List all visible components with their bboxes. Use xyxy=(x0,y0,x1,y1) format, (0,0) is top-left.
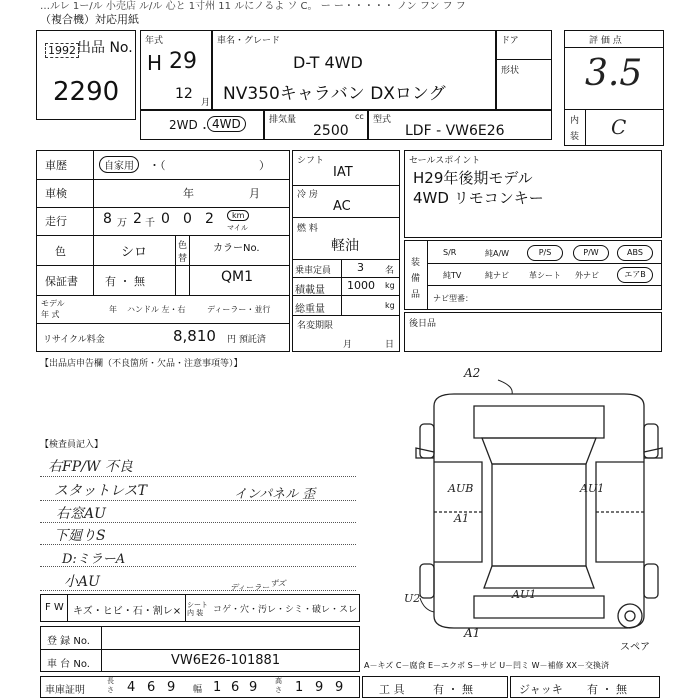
tire-rear-left xyxy=(420,564,434,598)
displacement-box xyxy=(264,110,368,140)
fuel-label: 燃 料 xyxy=(297,224,318,234)
height-d1: 1 xyxy=(295,680,304,695)
model-year-unit: 年 xyxy=(109,305,117,314)
shaken-label: 車検 xyxy=(45,187,67,200)
mark-a2: A2 xyxy=(464,366,481,380)
lot-number: 2290 xyxy=(53,77,120,107)
spare-tire xyxy=(618,604,642,628)
mileage-mile: マイル xyxy=(227,224,248,232)
lot-sub-no: 1992 xyxy=(45,43,79,58)
year-value: 29 xyxy=(169,49,197,74)
dims-box xyxy=(40,676,360,698)
windshield xyxy=(482,438,596,464)
name-change-month: 月 xyxy=(343,340,353,350)
color-label: 色 xyxy=(55,245,66,258)
mark-u2: U2 xyxy=(404,592,421,605)
mileage-sen: 千 xyxy=(145,218,155,229)
history-private: 自家用 xyxy=(99,156,139,173)
name-change-label: 名変期限 xyxy=(297,321,334,331)
height-d2: 9 xyxy=(315,680,324,695)
length-d3: 9 xyxy=(167,680,176,695)
warranty-label: 保証書 xyxy=(45,275,78,288)
tire-rear-right xyxy=(644,564,658,598)
displacement-label: 排気量 xyxy=(269,115,297,125)
color-change-1: 色 xyxy=(178,241,188,251)
seat-items: コゲ・穴・汚レ・シミ・破レ・スレ xyxy=(213,605,358,615)
sales-point-box xyxy=(404,150,662,238)
capacity-value: 3 xyxy=(357,261,364,274)
recycle-label: リサイクル料金 xyxy=(43,335,105,345)
seat-top-note: ディーラー xyxy=(230,583,270,592)
car-body-outline xyxy=(434,394,644,628)
interior-label-1: 内 xyxy=(570,116,580,126)
year-box xyxy=(140,30,212,110)
fw-label: F W xyxy=(45,602,64,613)
door-label: ドア xyxy=(501,36,519,46)
inspector-label: 【検査員記入】 xyxy=(40,440,104,450)
load-value: 1000 xyxy=(347,279,375,292)
door-box xyxy=(496,30,552,110)
width-d2: 6 xyxy=(231,680,240,695)
shift-label: シフト xyxy=(297,156,325,166)
width-d1: 1 xyxy=(213,680,222,695)
equip-pure-navi: 純ナビ xyxy=(485,271,509,280)
tire-front-left xyxy=(420,424,434,458)
recycle-amount: 8,810 xyxy=(173,327,216,345)
year-month: 12 xyxy=(175,86,193,102)
chassis-value: VW6E26-101881 xyxy=(171,653,281,668)
model-box xyxy=(368,110,552,140)
shaken-year-unit: 年 xyxy=(183,187,194,200)
interior-label-2: 装 xyxy=(570,132,580,142)
car-grade: D-T 4WD xyxy=(293,53,363,72)
sales-point-label: セールスポイント xyxy=(409,156,481,166)
height-d3: 9 xyxy=(335,680,344,695)
equipment-box xyxy=(404,240,662,310)
year-era: H xyxy=(147,51,163,75)
equip-pure-tv: 純TV xyxy=(443,271,462,280)
score-value: 3.5 xyxy=(585,53,643,94)
inspector-note-3: 右窓AU xyxy=(56,506,106,522)
width-label: 幅 xyxy=(193,685,203,695)
equip-label-2: 備 xyxy=(411,274,421,284)
registration-box xyxy=(40,626,360,672)
mileage-man: 万 xyxy=(117,218,127,229)
mileage-d4: 0 xyxy=(183,211,192,227)
damage-legend: A－キズ C－腐食 E－エクボ S－サビ U－凹ミ W－補修 XX－交換済 xyxy=(364,661,610,670)
rear-bumper xyxy=(474,596,604,618)
seat-label: シート内 装 xyxy=(187,601,208,617)
inspector-note-1: 右FP/W 不良 xyxy=(48,459,133,475)
displacement-unit: cc xyxy=(355,112,364,121)
car-box xyxy=(212,30,496,110)
car-diagram xyxy=(394,366,684,656)
tools-value: 有 ・ 無 xyxy=(433,683,473,696)
equip-s-r: S/R xyxy=(443,248,457,257)
chassis-label: 車 台 No. xyxy=(47,659,90,670)
equip-ps: P/S xyxy=(527,245,563,261)
mark-au1-right: AU1 xyxy=(580,482,605,495)
ac-value: AC xyxy=(333,199,351,214)
spec-table xyxy=(292,150,400,352)
fw-items: キズ・ヒビ・石・割レ× xyxy=(73,606,182,617)
rear-window xyxy=(484,566,594,588)
inspector-note-5: D:ミラーA xyxy=(62,552,126,567)
load-label: 積載量 xyxy=(295,285,325,296)
shaken-month-unit: 月 xyxy=(249,187,260,200)
equip-nav-label: ナビ型番： xyxy=(433,294,473,303)
length-label: 長さ xyxy=(107,677,114,694)
gross-label: 総重量 xyxy=(295,304,325,315)
warranty-value: 有 ・ 無 xyxy=(105,275,145,288)
reg-label: 登 録 No. xyxy=(47,636,90,647)
mark-u2-pointer xyxy=(420,598,434,612)
fuel-value: 軽油 xyxy=(331,238,359,254)
condition-row xyxy=(40,594,360,622)
cert-label: 車庫証明 xyxy=(45,685,85,696)
lot-box xyxy=(36,30,136,120)
length-d2: 6 xyxy=(147,680,156,695)
spare-tire-hub xyxy=(625,611,635,621)
year-label: 年式 xyxy=(145,36,164,46)
mirror-left xyxy=(416,448,434,458)
mark-a2-pointer xyxy=(498,380,512,394)
mileage-d5: 2 xyxy=(205,211,214,227)
capacity-label: 乗車定員 xyxy=(295,266,332,276)
height-label: 高さ xyxy=(275,677,282,694)
mileage-d3: 0 xyxy=(161,211,170,227)
tire-front-right xyxy=(644,424,658,458)
mark-au1-rear: AU1 xyxy=(512,588,537,601)
jack-value: 有 ・ 無 xyxy=(587,683,627,696)
car-name-label: 車名・グレード xyxy=(217,36,281,46)
mark-aub: AUB xyxy=(448,482,474,495)
drive-box xyxy=(140,110,264,140)
name-change-day: 日 xyxy=(385,340,395,350)
mileage-label: 走行 xyxy=(45,215,67,228)
mileage-d1: 8 xyxy=(103,211,112,227)
color-code-label: カラーNo. xyxy=(213,243,260,254)
shift-value: IAT xyxy=(333,165,353,180)
capacity-unit: 名 xyxy=(385,266,395,276)
year-month-unit: 月 xyxy=(201,98,211,108)
interior-value: C xyxy=(611,115,627,139)
inspector-side-note: インパネル 歪 xyxy=(234,487,316,502)
mirror-right xyxy=(644,448,662,458)
equip-label-1: 装 xyxy=(411,258,421,268)
load-unit: kg xyxy=(385,281,395,290)
model-year-label-1: モデル xyxy=(41,299,65,308)
four-wd: 4WD xyxy=(207,116,246,132)
declaration-label: 【出品店申告欄（不良箇所・欠品・注意事項等）】 xyxy=(40,359,243,369)
mark-a1-bottom: A1 xyxy=(464,626,481,640)
info-table xyxy=(36,150,290,352)
recycle-unit: 円 預託済 xyxy=(227,335,266,345)
spare-label: スペア xyxy=(620,642,650,653)
doc-type: （複合機）対応用紙 xyxy=(40,13,139,26)
displacement-value: 2500 xyxy=(313,123,349,139)
inspector-note-6: 小AU xyxy=(64,574,100,590)
two-wd: 2WD xyxy=(169,118,198,132)
later-box xyxy=(404,312,662,352)
equip-airbag: エアB xyxy=(617,267,653,283)
gross-unit: kg xyxy=(385,301,395,310)
history-dots: ・（ xyxy=(149,159,166,172)
width-d3: 9 xyxy=(249,680,258,695)
mileage-km: km xyxy=(227,210,249,221)
front-bumper xyxy=(474,406,604,438)
color-change-2: 替 xyxy=(178,254,188,264)
score-box xyxy=(564,30,664,146)
sales-point-line2: 4WD リモコンキー xyxy=(413,189,544,207)
score-label: 評 価 点 xyxy=(589,36,622,46)
mark-a1-side: A1 xyxy=(454,512,469,525)
jack-label: ジャッキ xyxy=(519,683,563,696)
color-code: QM1 xyxy=(221,269,254,285)
color-value: シロ xyxy=(121,245,148,260)
length-d1: 4 xyxy=(127,680,136,695)
equip-label-3: 品 xyxy=(411,290,421,300)
roof xyxy=(492,464,586,566)
tools-label: 工 具 xyxy=(379,683,405,696)
equip-pure-aw: 純A/W xyxy=(485,249,510,258)
model-year-label-2: 年 式 xyxy=(41,310,60,319)
car-name: NV350キャラバン DXロング xyxy=(223,84,446,104)
jack-box xyxy=(510,676,660,698)
inspector-note-2: スタットレスT xyxy=(54,483,147,499)
equip-ext-navi: 外ナビ xyxy=(575,271,599,280)
shape-label: 形状 xyxy=(501,66,520,76)
model-label: 型式 xyxy=(373,115,392,125)
tools-box xyxy=(362,676,508,698)
top-line: …ルレ 1ー/ル 小売店 ル/ル 心と 1寸州 11 ルにノるよ ソ C。 ー ー・・・・・ ノン フン フ フ xyxy=(40,1,466,12)
history-close: ） xyxy=(259,159,270,172)
drive-dot: ・ xyxy=(199,122,210,135)
history-label: 車歴 xyxy=(45,159,67,172)
sales-point-line1: H29年後期モデル xyxy=(413,169,533,187)
inspector-note-4: 下廻りS xyxy=(54,528,106,544)
later-label: 後日品 xyxy=(409,319,437,329)
equip-pw: P/W xyxy=(573,245,609,261)
seat-tiny-note: ずズ xyxy=(270,579,286,588)
handle: ハンドル 左・右 xyxy=(127,305,186,314)
lot-label: 出品 No. xyxy=(77,40,133,56)
model-value: LDF - VW6E26 xyxy=(405,123,505,139)
mileage-d2: 2 xyxy=(133,211,142,227)
equip-abs: ABS xyxy=(617,245,653,261)
dealer: ディーラー・並行 xyxy=(207,305,271,314)
ac-label: 冷 房 xyxy=(297,190,318,200)
equip-leather: 革シート xyxy=(529,271,561,280)
